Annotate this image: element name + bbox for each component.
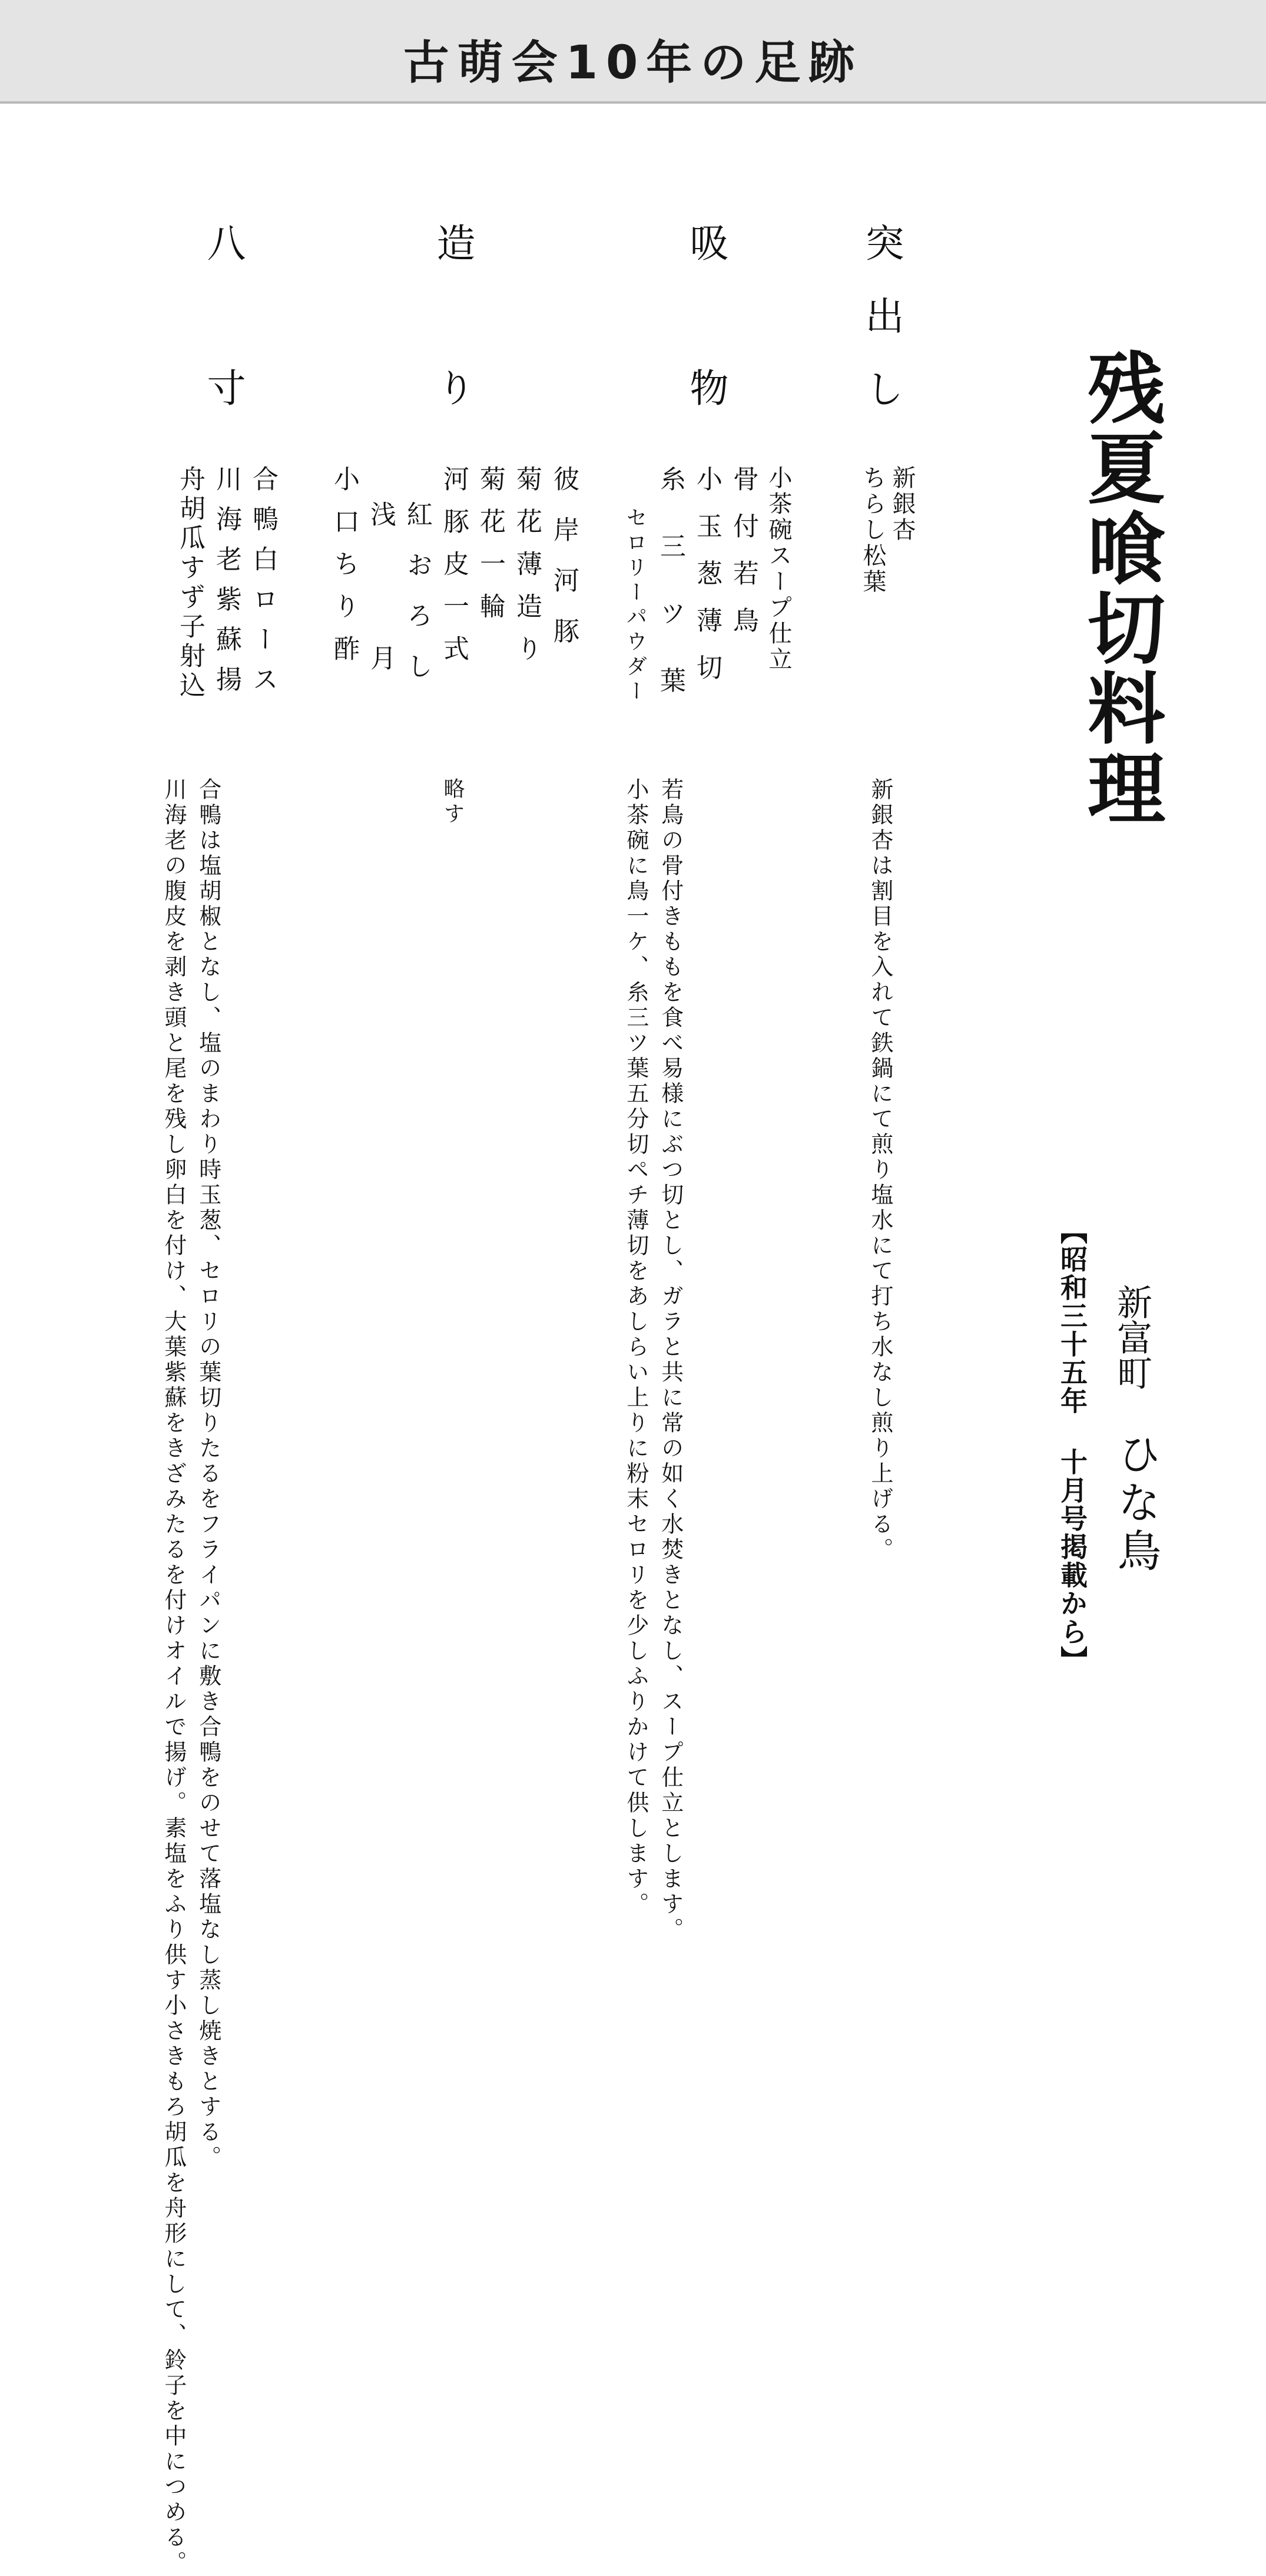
course-heading-tsukidashi: 突出し (859, 223, 904, 442)
publication-note: 【昭和三十五年 十月号掲載から】 (1056, 1217, 1088, 1674)
menu-item: 小口ちり酢 (329, 465, 359, 677)
menu-item: 川海老紫蘇揚 (211, 465, 241, 706)
menu-item: 菊花薄造り (512, 465, 542, 677)
course-heading-suimono: 吸物 (683, 223, 728, 512)
course-heading-tsukuri: 造り (430, 223, 475, 512)
article-title: 残夏喰切料理 (1074, 348, 1165, 828)
menu-item: 糸三ツ葉 (655, 465, 685, 734)
menu-item: 浅月 (366, 501, 396, 788)
shop-name: ひな鳥 (1111, 1431, 1161, 1576)
menu-item: 骨付若鳥 (728, 465, 758, 654)
menu-item: セロリーパウダー (623, 507, 647, 705)
menu-item: 河豚皮一式 (439, 465, 469, 677)
course-note: 略す (440, 778, 465, 827)
course-heading-hassun: 八寸 (200, 223, 246, 512)
menu-item: ちらし松葉 (859, 465, 886, 595)
course-note: 新銀杏は割目を入れて鉄鍋にて煎り塩水にて打ち水なし煎り上げる。 (867, 778, 893, 1563)
menu-item: 菊花一輪 (475, 465, 505, 635)
menu-item: 小玉葱薄切 (692, 465, 722, 701)
menu-item: 紅おろし (402, 501, 432, 703)
menu-item: 小茶碗スープ仕立 (765, 465, 792, 673)
menu-item: 舟胡瓜すず子射込 (175, 465, 205, 701)
course-note: 若鳥の骨付きももを食べ易様にぶつ切とし、ガラと共に常の如く水焚きとなし、スープ仕立とします。 小茶碗に鳥一ケ、糸三ツ葉五分切ペチ薄切をあしらい上りに粉末セロリを少しふりかけて供します。 (622, 778, 684, 1943)
page-header (0, 0, 1266, 104)
menu-item: 彼岸河豚 (549, 465, 579, 668)
course-note: 合鴨は塩胡椒となし、塩のまわり時玉葱、セロリの葉切りたるをフライパンに敷き合鴨をのせて落塩なし蒸し焼きとする。 川海老の腹皮を剥き頭と尾を残し卵白を付け、大葉紫蘇をきざみたるを付けオイルで揚げ。素塩をふり供す小さきもろ胡瓜を舟形にして、鈴子を中につめる。 (160, 778, 221, 2576)
menu-item: 合鴨白ロース (248, 465, 278, 706)
menu-item: 新銀杏 (889, 465, 916, 543)
shop-area: 新富町 (1111, 1284, 1152, 1390)
header-title: 古萌会10年の足跡 (403, 37, 863, 90)
